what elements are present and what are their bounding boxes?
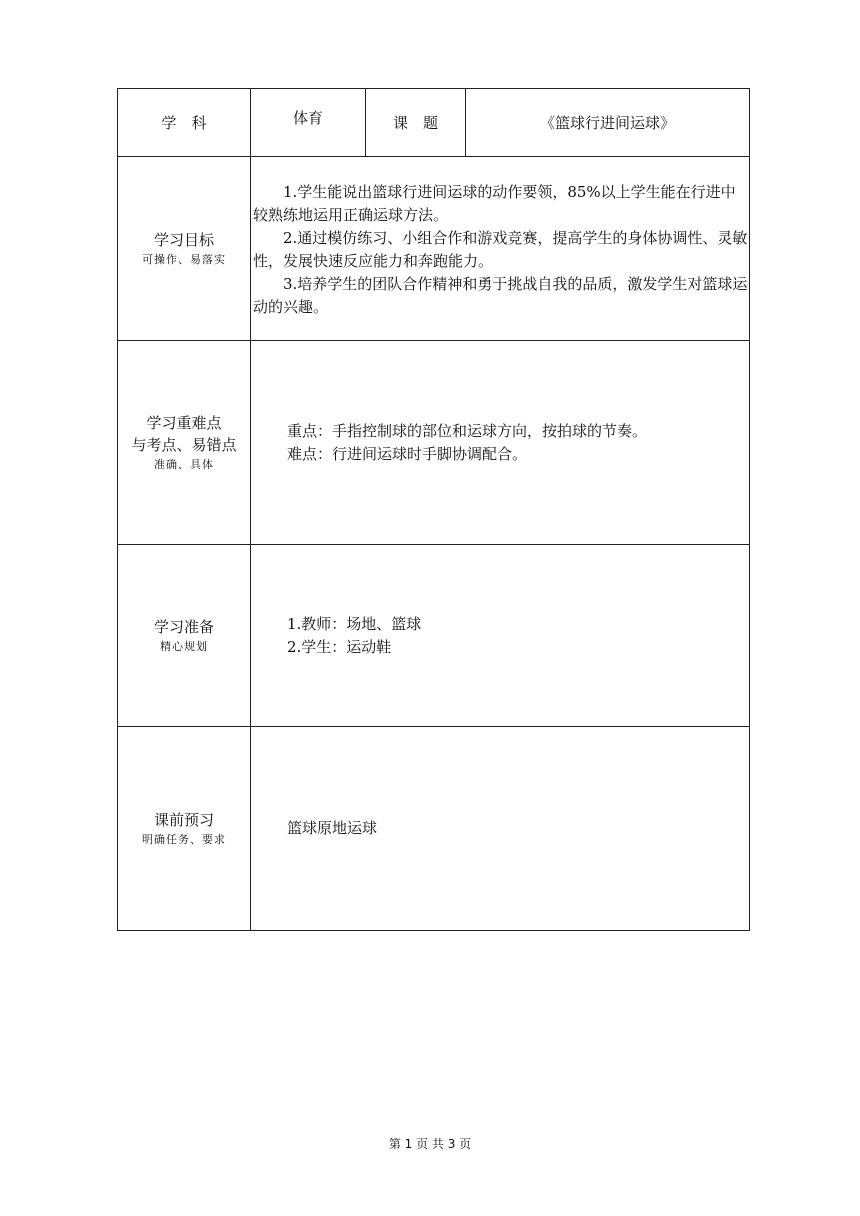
topic-value: 《篮球行进间运球》 [466,89,750,157]
preview-content [251,727,750,931]
preview-label: 课前预习 [153,810,214,829]
key-points-row [118,341,750,545]
key-points-sub: 准确、具体 [154,457,214,471]
preview-text: 篮球原地运球 [287,819,378,837]
goal-item-2: 2.通过模仿练习、小组合作和游戏竞赛，提高学生的身体协调性、灵敏性，发展快速反应能力和奔跑能力。 [253,228,748,270]
preview-row [118,727,750,931]
subject-label: 学 科 [118,89,251,157]
key-point: 重点：手指控制球的部位和运球方向，按拍球的节奏。 [287,421,648,440]
topic-label: 课 题 [366,89,466,157]
preview-label-cell [118,727,251,931]
key-points-label-cell [118,341,251,545]
goals-sub: 可操作、易落实 [142,252,226,266]
preparation-content [251,545,750,727]
goals-row [118,157,750,341]
difficulty-point: 难点：行进间运球时手脚协调配合。 [287,444,528,463]
preparation-student: 2.学生：运动鞋 [287,637,392,656]
goals-label-cell [118,157,251,341]
goal-item-1: 1.学生能说出篮球行进间运球的动作要领，85%以上学生能在行进中较熟练地运用正确运球方法。 [253,182,736,224]
page-number: 第 1 页 共 3 页 [388,1137,472,1151]
key-points-label-2: 与考点、易错点 [131,435,237,454]
goal-item-3: 3.培养学生的团队合作精神和勇于挑战自我的品质，激发学生对篮球运动的兴趣。 [253,274,748,316]
key-points-content [251,341,750,545]
subject-value: 体育 [251,89,366,157]
preparation-row [118,545,750,727]
key-points-label-1: 学习重难点 [146,413,222,432]
header-row [118,89,750,157]
preview-sub: 明确任务、要求 [142,832,226,846]
lesson-plan-table [117,88,750,931]
preparation-label: 学习准备 [153,617,214,636]
preparation-label-cell [118,545,251,727]
preparation-sub: 精心规划 [160,639,208,653]
preparation-teacher: 1.教师：场地、篮球 [287,614,422,633]
goals-content [251,157,750,341]
goals-label: 学习目标 [153,230,214,249]
